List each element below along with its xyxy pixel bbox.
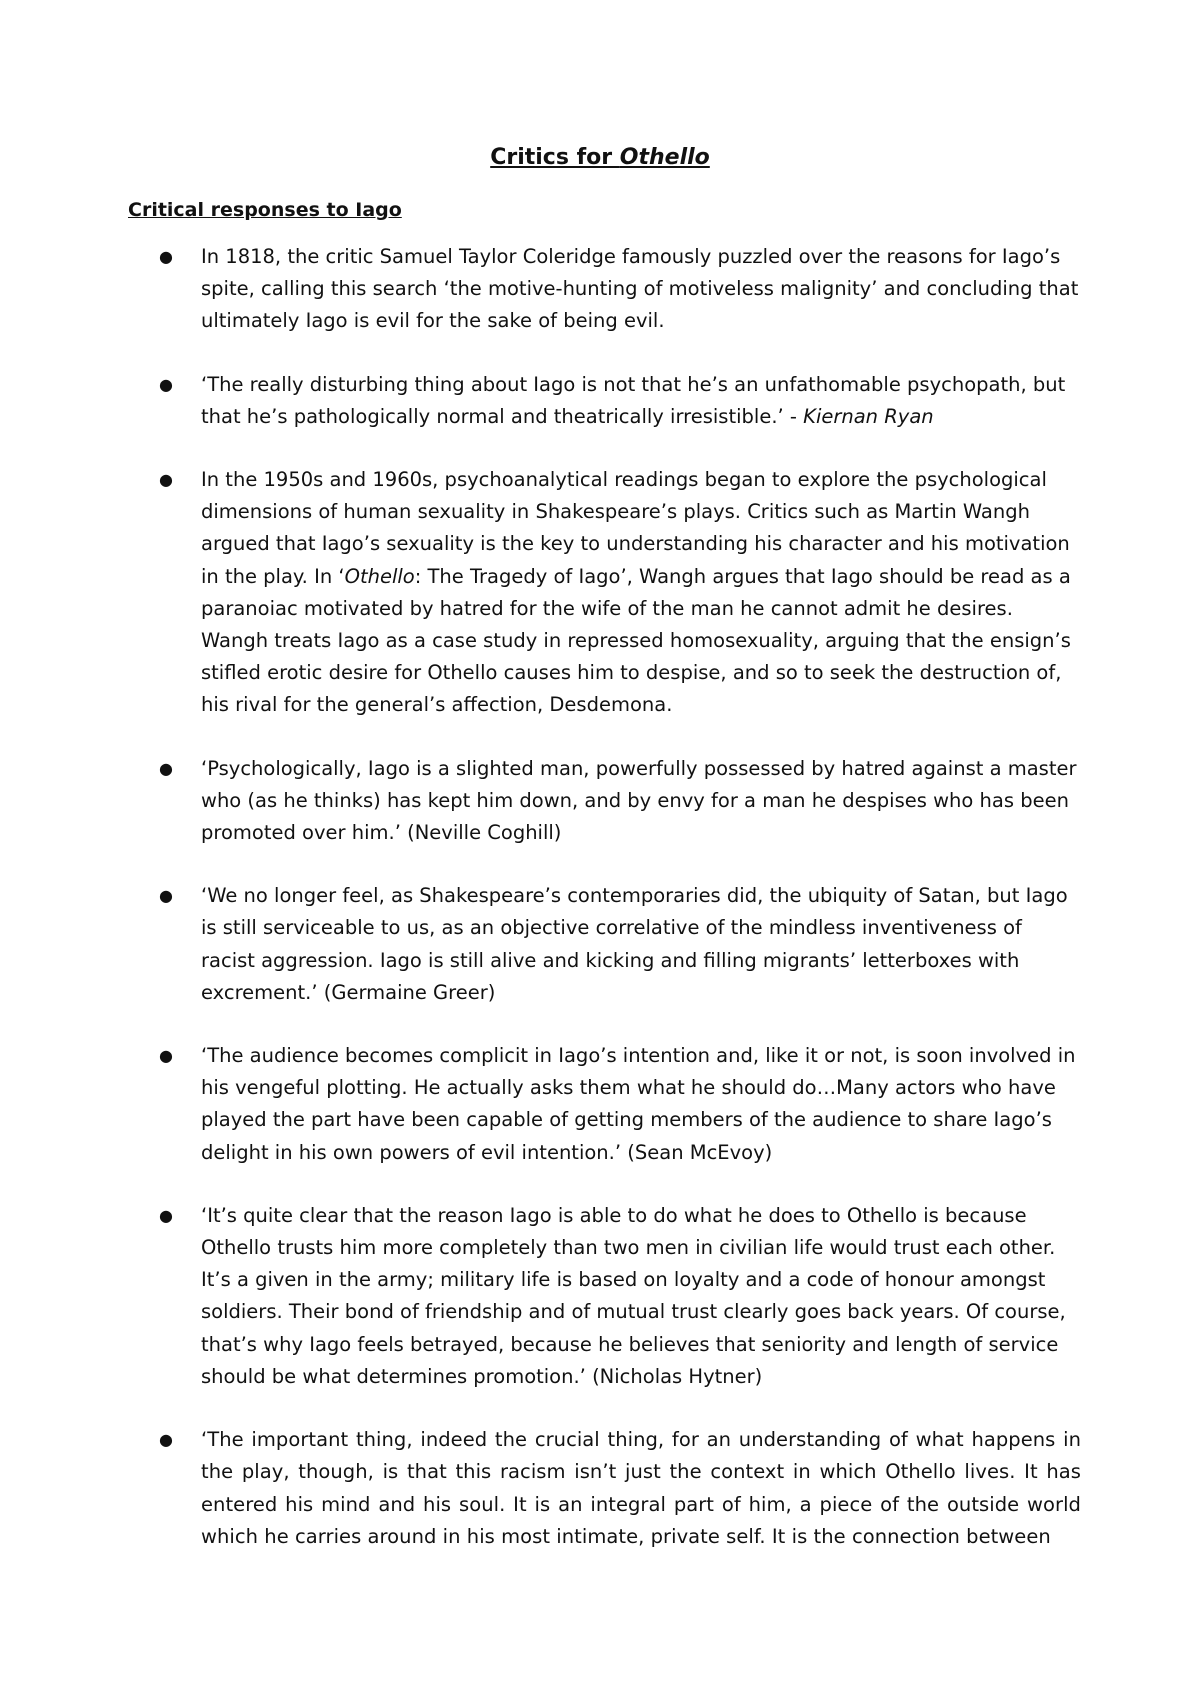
list-item-hytner	[0, 1200, 1081, 1393]
item-text-after: : The Tragedy of Iago’, Wangh argues that Iago should be read as a paranoiac motivated by hatred for the wife of the man he cannot admit he desires. Wangh treats Iago as a case study in repressed homosexuality, arguing that the ensign’s stifled erotic desire for Othello causes him to despise, and so to seek the destruction of, his rival for the general’s affection, Desdemona.	[201, 564, 1071, 717]
bullet-icon: ●	[159, 886, 173, 906]
bullet-icon: ●	[159, 1430, 174, 1450]
item-text: ‘Psychologically, Iago is a slighted man, powerfully possessed by hatred against a master who (as he thinks) has kept him down, and by envy for a man he despises who has been promoted over him.’ (Neville Coghill)	[201, 756, 1077, 845]
item-text: ‘It’s quite clear that the reason Iago is able to do what he does to Othello is because Othello trusts him more completely than two men in civilian life would trust each other. It’s a given in the army; military life is based on loyalty and a code of honour amongst soldiers. Their bond of friendship and of mutual trust clearly goes back years. Of course, that’s why Iago feels betrayed, because he believes that seniority and length of service should be what determines promotion.’ (Nicholas Hytner)	[201, 1203, 1066, 1388]
list-item-wangh	[0, 464, 1081, 722]
bullet-icon: ●	[159, 374, 173, 394]
item-text: ‘The important thing, indeed the crucial thing, for an understanding of what happens in the play, though, is that this racism isn’t just the context in which Othello lives. It has entered his mind and his soul. It is an integral part of him, a piece of the outside world which he carries around in his most intimate, private self. It is the connection between	[201, 1428, 1081, 1548]
page-title	[0, 142, 1200, 174]
item-text-italic: Othello	[344, 564, 415, 588]
section-heading: Critical responses to Iago	[128, 199, 402, 221]
list-item-coghill	[0, 753, 1081, 850]
critics-list	[0, 241, 1200, 1584]
bullet-icon: ●	[159, 758, 173, 778]
item-text: ‘We no longer feel, as Shakespeare’s contemporaries did, the ubiquity of Satan, but Iago is still serviceable to us, as an objective correlative of the mindless inventiveness of racist aggression. Iago is still alive and kicking and filling migrants’ letterboxes with excrement.’ (Germaine Greer)	[201, 884, 1068, 1004]
list-item-racism	[0, 1424, 1081, 1553]
item-text: ‘The audience becomes complicit in Iago’s intention and, like it or not, is soon involved in his vengeful plotting. He actually asks them what he should do…Many actors who have played the part have been capable of getting members of the audience to share Iago’s delight in his own powers of evil intention.’ (Sean McEvoy)	[201, 1044, 1076, 1164]
item-text: ‘The really disturbing thing about Iago is not that he’s an unfathomable psychopath, but that he’s pathologically normal and theatrically irresistible.’ -	[201, 372, 1066, 428]
bullet-icon: ●	[159, 247, 173, 266]
bullet-icon: ●	[159, 1046, 173, 1066]
title-main-text: Critics for	[490, 145, 620, 170]
list-item-mcevoy	[0, 1040, 1081, 1169]
list-item-coleridge	[0, 241, 1081, 338]
title-italic-text: Othello	[619, 145, 710, 170]
list-item-ryan	[0, 369, 1081, 433]
bullet-icon: ●	[159, 1205, 173, 1225]
list-item-greer	[0, 880, 1081, 1009]
bullet-icon: ●	[159, 470, 173, 490]
item-text: In 1818, the critic Samuel Taylor Coleridge famously puzzled over the reasons for Iago’s spite, calling this search ‘the motive-hunting of motiveless malignity’ and concluding that ultimately Iago is evil for the sake of being evil.	[201, 245, 1079, 333]
item-attribution: Kiernan Ryan	[803, 404, 934, 428]
item-text-before: In the 1950s and 1960s, psychoanalytical readings began to explore the psychological dimensions of human sexuality in Shakespeare’s plays. Critics such as Martin Wangh argued that Iago’s sexuality is the key to understanding his character and his motivation in the play. In ‘	[201, 468, 1070, 588]
